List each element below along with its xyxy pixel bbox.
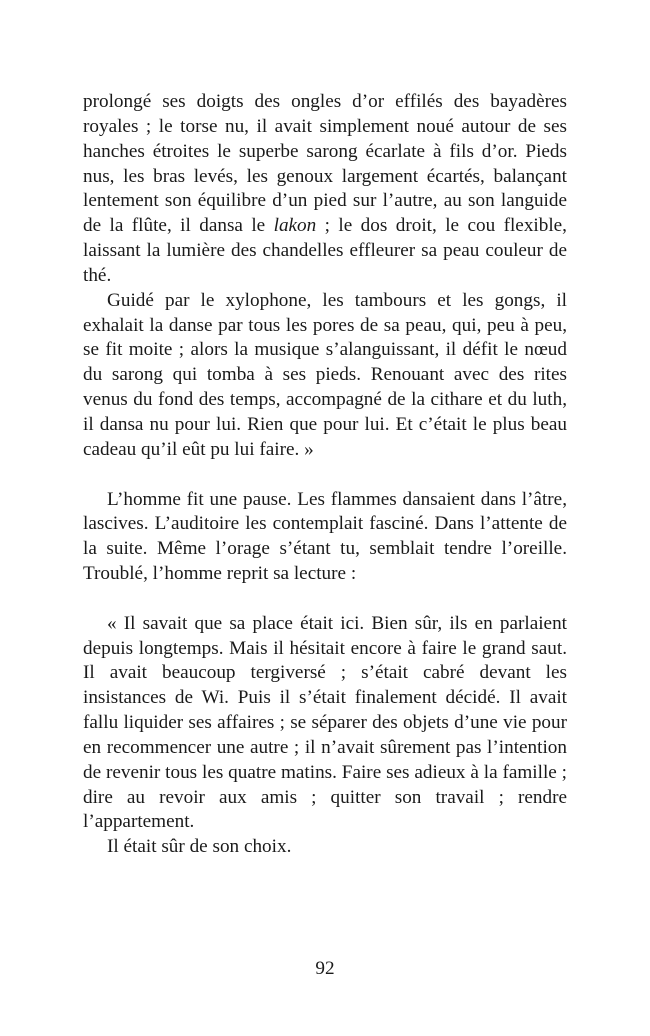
page-number: 92 [315,958,335,979]
italic-term-lakon: lakon [273,215,317,237]
paragraph-man-paused: L’homme fit une pause. Les flammes dansaient dans l’âtre, lascives. L’auditoire les contemplait fasciné. Dans l’attente de la suite. Même l’orage s’étant tu, semblait tendre l’oreille. Troublé, l’homme reprit sa lecture : [83,488,567,585]
paragraph-text-start: prolongé ses doigts des ongles d’or effilés des bayadères royales ; le torse nu, il avait simplement noué autour de ses hanches étroites le superbe sarong écarlate à fils d’or. Pieds nus, les bras levés, les genoux largement écartés, balançant lentement son équilibre d’un pied sur l’autre, au son languide de la flûte, il dansa le [83,91,567,237]
paragraph-text-end: ; le dos droit, le cou flexible, laissant la lumière des chandelles effleurer sa peau couleur de thé. [83,215,567,286]
paragraph-guided-by-xylophone: Guidé par le xylophone, les tambours et les gongs, il exhalait la danse par tous les pores de sa peau, qui, peu à peu, se fit moite ; alors la musique s’alanguissant, il défit le nœud du sarong qui tomba à ses pieds. Renouant avec des rites venus du fond des temps, accompagné de la cithare et du luth, il dansa nu pour lui. Rien que pour lui. Et c’était le plus beau cadeau qu’il eût pu lui faire. » [83,289,567,460]
paragraph-he-knew-his-place: « Il savait que sa place était ici. Bien sûr, ils en parlaient depuis longtemps. Mais il hésitait encore à faire le grand saut. Il avait beaucoup tergiversé ; s’était cabré devant les insistances de Wi. Puis il s’était finalement décidé. Il avait fallu liquider ses affaires ; se séparer des objets d’une vie pour en recommencer une autre ; il n’avait sûrement pas l’intention de revenir tous les quatre matins. Faire ses adieux à la famille ; dire au revoir aux amis ; quitter son travail ; rendre l’appartement. [83,612,567,833]
paragraph-dance-description [83,90,567,289]
paragraph-spacer [83,463,567,488]
page-body [83,90,567,860]
paragraph-sure-of-choice: Il était sûr de son choix. [107,836,292,858]
paragraph-spacer [83,587,567,612]
